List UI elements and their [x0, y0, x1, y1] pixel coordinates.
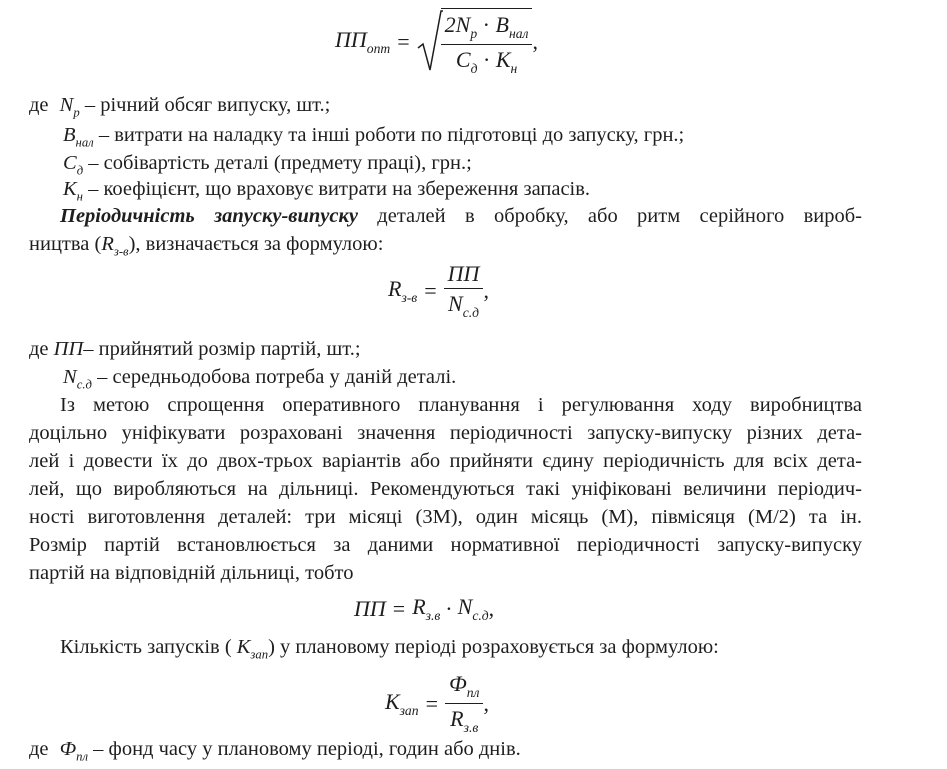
paragraph-unification-line3: лей і довести їх до двох-трьох варіантів або прийняти єдину періодичність для всіх дета-: [29, 450, 862, 472]
equals-sign: =: [397, 29, 410, 55]
paragraph-unification-line2: доцільно уніфікувати розраховані значення періодичності запуску-випуску різних дета-: [29, 422, 862, 444]
paragraph-unification-line7: партій на відповідній дільниці, тобто: [29, 562, 354, 584]
formula1-fraction: $\frac{2N_р \cdot В_{нал}}{С_д \cdot К_н}$: [441, 13, 533, 77]
formula1-comma: ,: [532, 29, 538, 55]
paragraph-unification-line6: Розмір партій встановлюється за даними нормативної періодичності запуску-випуску: [29, 534, 862, 556]
definition-pp: де ПП– прийнятий розмір партій, шт.;: [29, 338, 361, 360]
formula1-lhs: $ПП_{опт}$: [335, 27, 391, 57]
formula2-fraction: $\frac{ПП}{N_{с.д}}$: [444, 262, 484, 321]
paragraph-unification-line4: лей, що виробляються на дільниці. Рекомендуються такі уніфіковані величини періодич-: [29, 478, 862, 500]
paragraph-launch-count: Кількість запусків ( $К_{зап}$) у плановому періоді розраховується за формулою:: [60, 636, 719, 662]
paragraph-unification-line1: Із метою спрощення оперативного планування і регулювання ходу виробництва: [60, 394, 862, 416]
sqrt-sign: [417, 10, 443, 74]
definition-kn: $К_н$ – коефіцієнт, що враховує витрати на збереження запасів.: [63, 178, 591, 204]
definition-bnal: $В_{нал}$ – витрати на наладку та інші роботи по підготовці до запуску, грн.;: [63, 124, 685, 150]
definition-np: де $N_р$ – річний обсяг випуску, шт.;: [29, 94, 331, 120]
formula-batch-size: ПП = $R_{з.в}$ · $N_{с.д}$ ,: [354, 594, 495, 624]
definition-cd: $С_д$ – собівартість деталі (предмету праці), грн.;: [63, 152, 472, 178]
definition-fpl: де $Ф_{пл}$ – фонд часу у плановому періоді, годин або днів.: [29, 738, 521, 764]
paragraph-periodicity-line2: ництва $(R_{з-в})$, визначається за формулою:: [29, 233, 384, 259]
paragraph-unification-line5: ності виготовлення деталей: три місяці (3М), один місяць (М), півмісяця (М/2) та ін.: [29, 506, 862, 528]
paragraph-periodicity-line1: Періодичність запуску-випуску деталей в обробку, або ритм серійного вироб-: [60, 205, 863, 227]
formula4-fraction: $\frac{Ф_{пл}}{R_{з.в}}$: [445, 672, 483, 736]
formula-optimal-batch: [335, 8, 538, 77]
formula-rhythm: $R_{з-в}$ = $\frac{ПП}{N_{с.д}}$ ,: [388, 261, 489, 321]
formula-launch-count: $К_{зап}$ = $\frac{Ф_{пл}}{R_{з.в}}$ ,: [385, 671, 489, 736]
definition-nsd: $N_{с.д}$ – середньодобова потреба у даній деталі.: [63, 366, 457, 392]
